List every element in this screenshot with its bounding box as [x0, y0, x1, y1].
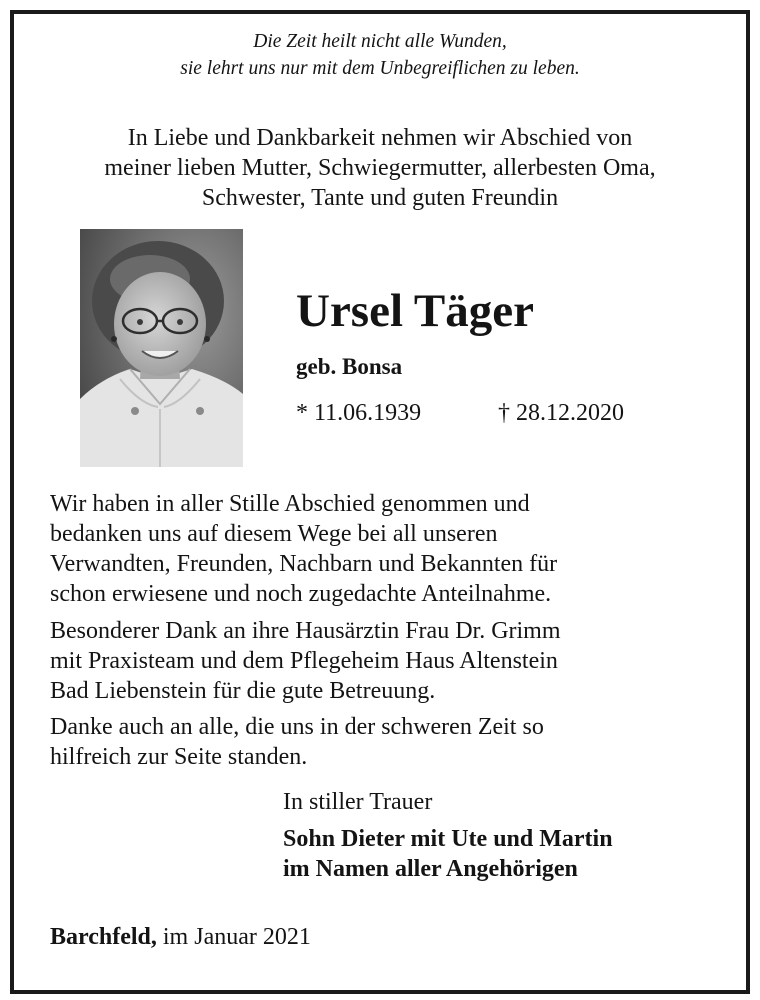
paragraph-line: Bad Liebenstein für die gute Betreuung. [50, 678, 436, 704]
thanks-paragraph-3 [50, 712, 690, 772]
thanks-paragraph-1 [50, 489, 690, 609]
motto-line: Die Zeit heilt nicht alle Wunden, [253, 31, 507, 52]
paragraph-line: Verwandten, Freunden, Nachbarn und Bekannten für [50, 551, 558, 577]
signature-names [283, 824, 613, 884]
signature-line: Sohn Dieter mit Ute und Martin [283, 826, 613, 852]
place-town: Barchfeld, [50, 924, 157, 950]
signature-intro: In stiller Trauer [283, 789, 433, 815]
motto-line: sie lehrt uns nur mit dem Unbegreiflichen zu leben. [180, 58, 580, 79]
signature-line: im Namen aller Angehörigen [283, 856, 578, 882]
paragraph-line: hilfreich zur Seite standen. [50, 744, 308, 770]
paragraph-line: Danke auch an alle, die uns in der schweren Zeit so [50, 714, 544, 740]
intro-line: meiner lieben Mutter, Schwiegermutter, allerbesten Oma, [104, 155, 656, 181]
maiden-name: geb. Bonsa [296, 354, 403, 379]
paragraph-line: mit Praxisteam und dem Pflegeheim Haus Altenstein [50, 648, 558, 674]
paragraph-line: schon erwiesene und noch zugedachte Anteilnahme. [50, 581, 552, 607]
birth-date: * 11.06.1939 [296, 400, 422, 426]
place-date: im Januar 2021 [162, 924, 311, 950]
thanks-paragraph-2 [50, 616, 690, 706]
paragraph-line: Wir haben in aller Stille Abschied genommen und [50, 491, 530, 517]
intro-line: Schwester, Tante und guten Freundin [201, 185, 559, 211]
paragraph-line: Besonderer Dank an ihre Hausärztin Frau Dr. Grimm [50, 618, 561, 644]
portrait-photo [80, 229, 243, 467]
intro-line: In Liebe und Dankbarkeit nehmen wir Abschied von [127, 125, 633, 151]
place-and-date [50, 922, 311, 952]
death-date: † 28.12.2020 [498, 400, 624, 426]
deceased-name: Ursel Täger [296, 285, 534, 337]
motto-quote [0, 28, 760, 82]
intro-text [0, 123, 760, 213]
paragraph-line: bedanken uns auf diesem Wege bei all unseren [50, 521, 498, 547]
